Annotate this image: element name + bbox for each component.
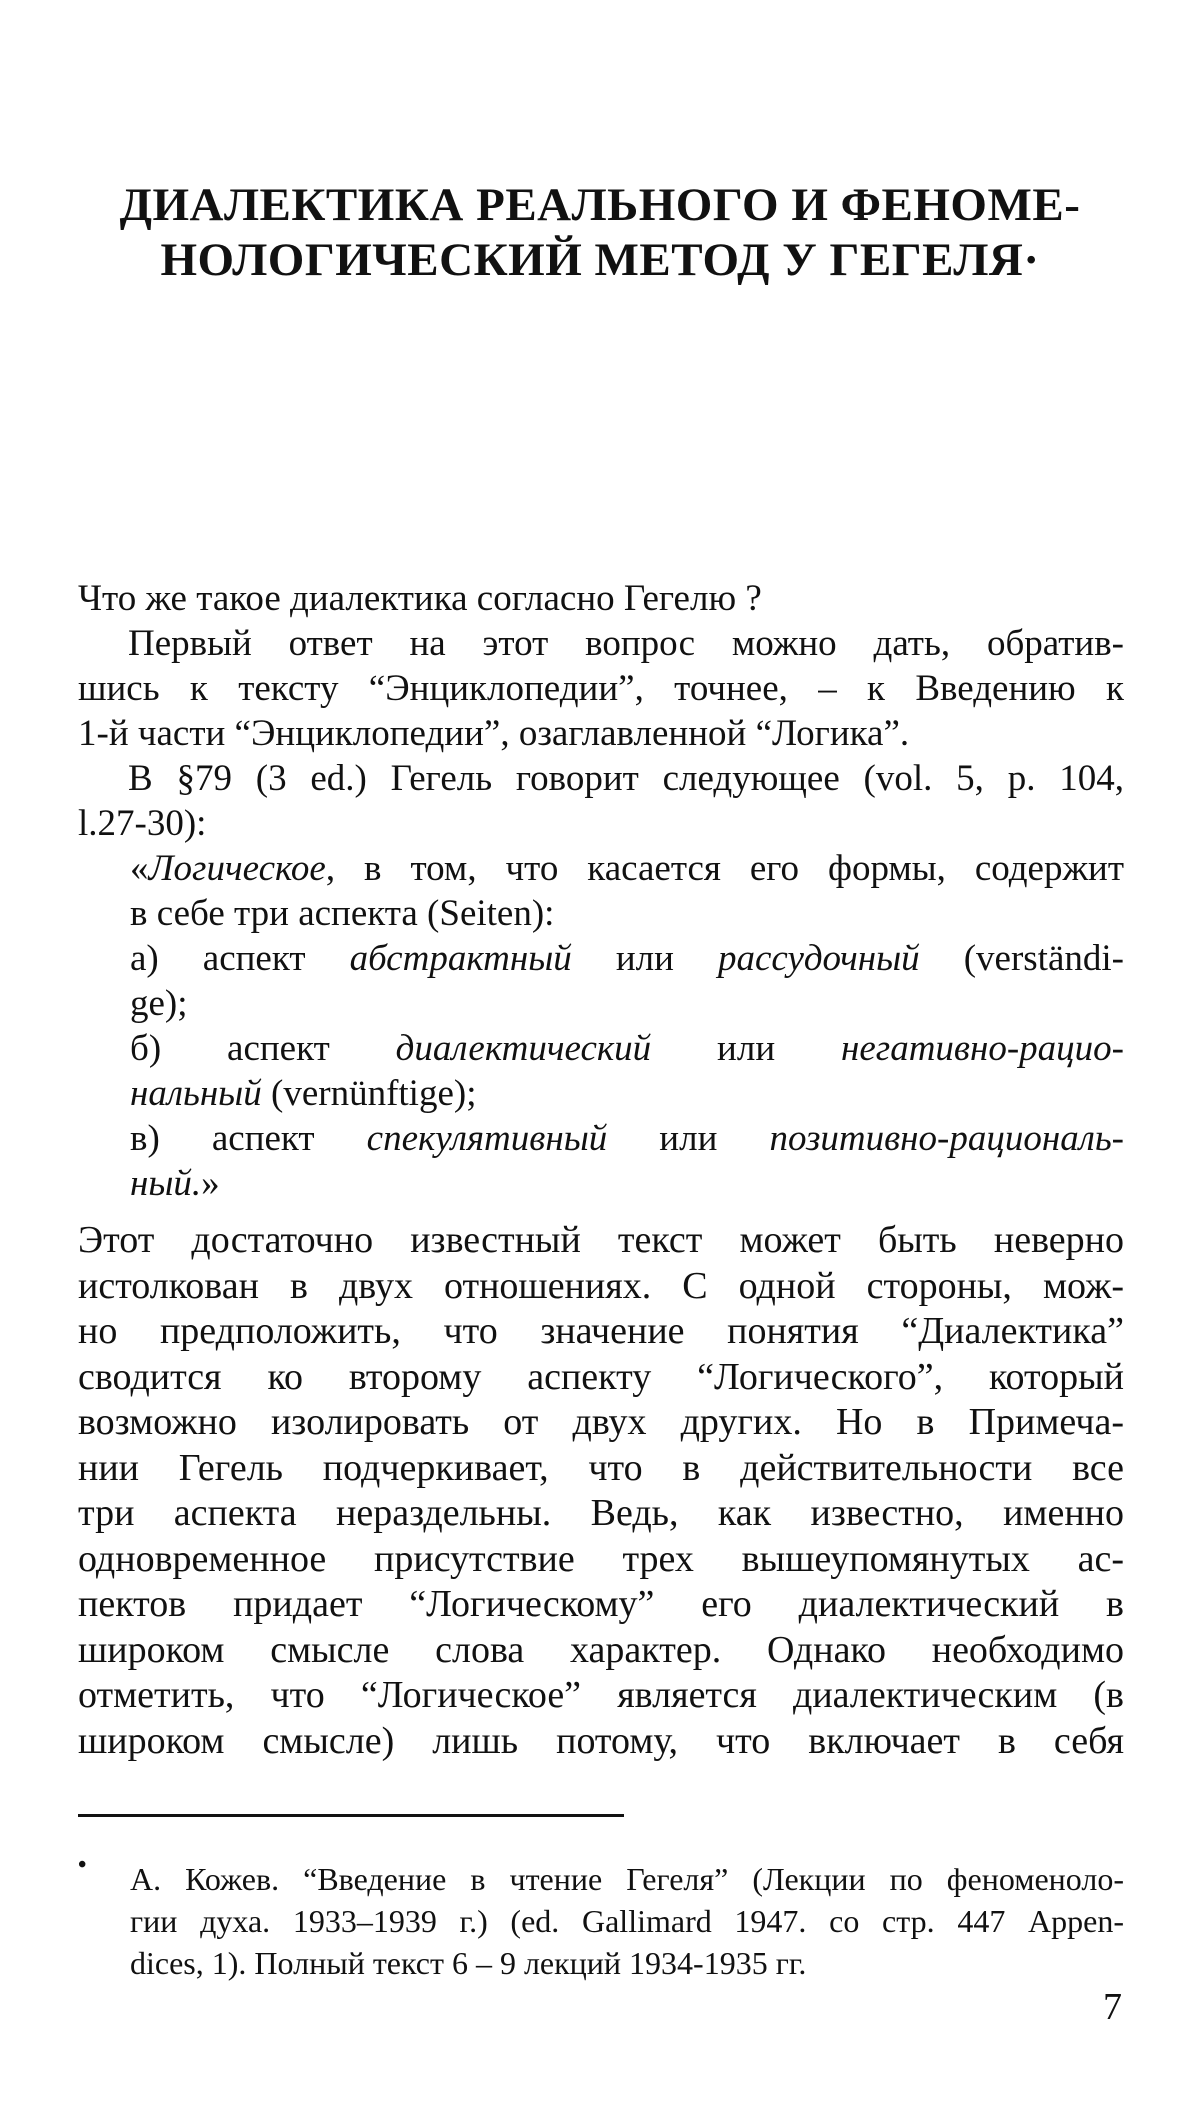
quote-c-mid: или (607, 1118, 770, 1159)
body-line: отметить, что “Логическое” является диалектическим (в (78, 1674, 1124, 1716)
chapter-title-line-2: НОЛОГИЧЕСКИЙ МЕТОД У ГЕГЕЛЯ· (160, 234, 1040, 286)
quote-b-term-2: негативно-рацио- (841, 1028, 1124, 1069)
quote-b-term-1: диалектический (395, 1028, 652, 1069)
quote-line-1 (130, 846, 1124, 891)
footnote-line-1: А. Кожев. “Введение в чтение Гегеля” (Лекции по феноменоло- (130, 1861, 1124, 1897)
quote-line-2: в себе три аспекта (Seiten): (130, 893, 555, 934)
body-line: широком смысле) лишь потому, что включает в себя (78, 1719, 1124, 1762)
quote-c-prefix: в) аспект (130, 1118, 367, 1159)
body-line: три аспекта нераздельны. Ведь, как известно, именно (78, 1492, 1124, 1534)
intro-p1-line-3: 1-й части “Энциклопедии”, озаглавленной “Логика”. (78, 713, 910, 754)
footnote-line-3: dices, 1). Полный текст 6 – 9 лекций 1934-1935 гг. (130, 1945, 807, 1981)
quote-a-term-1: абстрактный (349, 938, 572, 979)
body-line: пектов придает “Логическому” его диалектический в (78, 1583, 1124, 1625)
body-paragraph (78, 1218, 1124, 1764)
quote-line-1-rest: , в том, что касается его формы, содержит (325, 848, 1124, 889)
quote-a-term-2: рассудочный (717, 938, 920, 979)
intro-p2-line-2: l.27-30): (78, 803, 207, 844)
quote-open-mark: « (130, 848, 149, 889)
quote-term-logical: Логическое (148, 848, 326, 889)
quote-c-term-3: ный. (130, 1163, 202, 1204)
quote-item-b-cont (130, 1071, 1124, 1116)
footnote-marker: • (78, 1852, 87, 1878)
footnote-divider (78, 1814, 624, 1817)
chapter-title (80, 178, 1120, 288)
quote-item-a-cont: ge); (130, 983, 188, 1024)
page-number: 7 (1103, 1986, 1122, 2028)
quote-a-prefix: а) аспект (130, 938, 350, 979)
quote-item-c-cont (130, 1161, 1124, 1206)
quote-b-prefix: б) аспект (130, 1028, 396, 1069)
footnote-line-2: гии духа. 1933–1939 г.) (ed. Gallimard 1947. со стр. 447 Appen- (130, 1903, 1124, 1939)
intro-p2-line-1: В §79 (3 ed.) Гегель говорит следующее (vol. 5, p. 104, (128, 758, 1124, 799)
quote-c-term-1: спекулятивный (366, 1118, 608, 1159)
quote-close-mark: » (201, 1163, 220, 1204)
quote-b-mid: или (651, 1028, 841, 1069)
quote-item-a (130, 936, 1124, 981)
footnote (130, 1858, 1124, 1984)
intro-paragraph-2 (78, 756, 1124, 846)
intro-question: Что же такое диалектика согласно Гегелю ? (78, 578, 762, 619)
body-line: сводится ко второму аспекту “Логического”, который (78, 1355, 1124, 1398)
intro-p1-line-1: Первый ответ на этот вопрос можно дать, обратив- (128, 623, 1124, 664)
body-line: нии Гегель подчеркивает, что в действительности все (78, 1446, 1124, 1489)
body-line: истолкован в двух отношениях. С одной стороны, мож- (78, 1264, 1124, 1307)
quote-a-mid: или (571, 938, 718, 979)
quote-item-b (130, 1026, 1124, 1071)
intro-paragraph-1 (78, 621, 1124, 756)
body-line: но предположить, что значение понятия “Диалектика” (78, 1310, 1124, 1352)
quote-item-c (130, 1116, 1124, 1161)
quote-c-term-2: позитивно-рациональ- (769, 1118, 1124, 1159)
body-line: возможно изолировать от двух других. Но в Примеча- (78, 1401, 1124, 1443)
chapter-title-line-1: ДИАЛЕКТИКА РЕАЛЬНОГО И ФЕНОМЕ- (119, 179, 1081, 231)
quote-a-rest: (verständi- (919, 938, 1124, 979)
intro-p1-line-2: шись к тексту “Энциклопедии”, точнее, – к Введению к (78, 668, 1124, 709)
quote-b-term-3: нальный (130, 1073, 262, 1114)
body-line: Этот достаточно известный текст может быть неверно (78, 1219, 1124, 1261)
quote-b-rest: (vernünftige); (261, 1073, 477, 1114)
hegel-quote (130, 846, 1124, 1206)
body-line: широком смысле слова характер. Однако необходимо (78, 1628, 1124, 1671)
body-line: одновременное присутствие трех вышеупомянутых ас- (78, 1537, 1124, 1580)
